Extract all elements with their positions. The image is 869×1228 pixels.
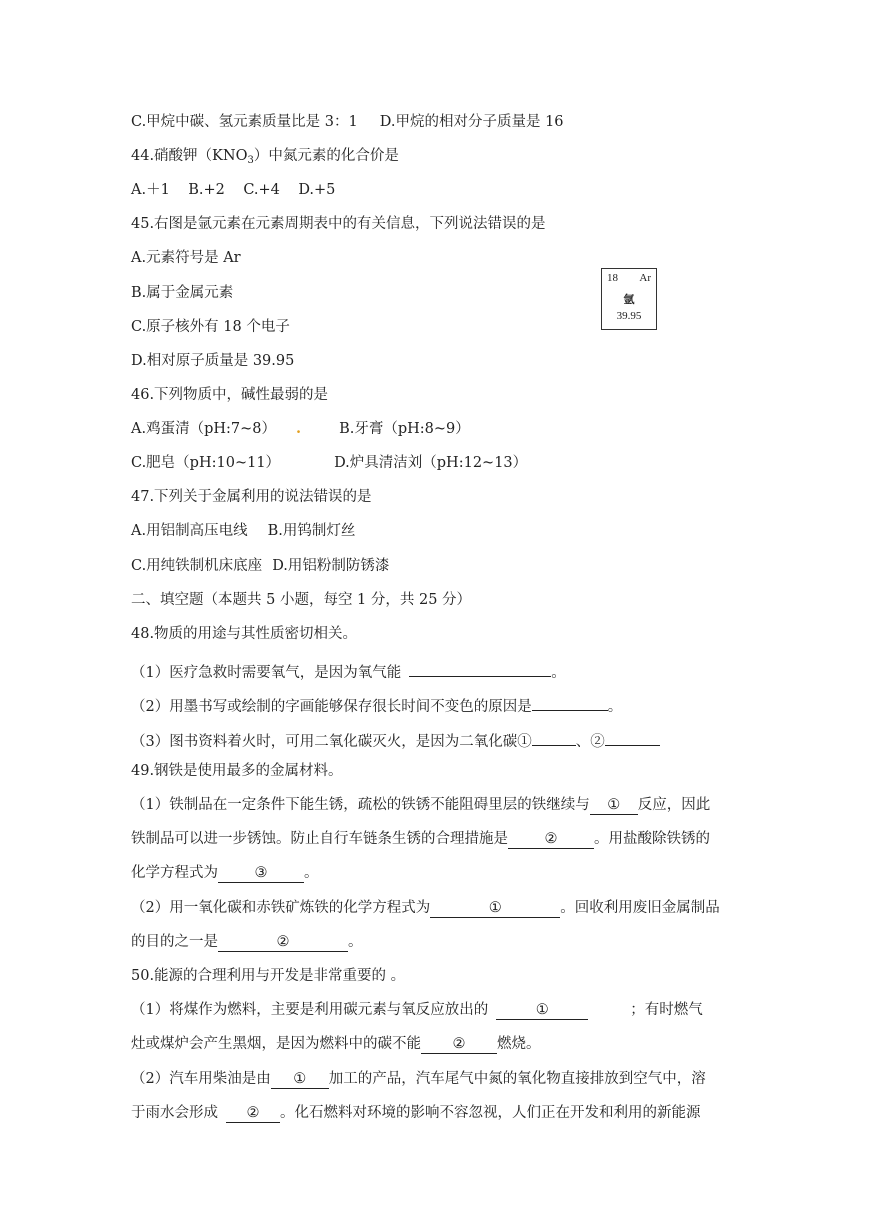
q43-options xyxy=(131,112,564,132)
section-2-title: 二、填空题（本题共 5 小题，每空 1 分，共 25 分） xyxy=(131,592,472,608)
q47-option-a: A.用铝制高压电线 xyxy=(131,523,248,539)
q46-stem: 46.下列物质中，碱性最弱的是 xyxy=(131,387,329,403)
q47-option-c: C.用纯铁制机床底座 xyxy=(131,558,263,574)
answer-blank[interactable]: ① xyxy=(590,796,638,815)
q47-options-row1 xyxy=(131,521,355,541)
q48-stem: 48.物质的用途与其性质密切相关。 xyxy=(131,626,358,642)
q50-stem: 50.能源的合理利用与开发是非常重要的 。 xyxy=(131,968,406,984)
q47-option-b: B.用钨制灯丝 xyxy=(267,523,356,539)
q50-part2-line1: （2）汽车用柴油是由 ① 加工的产品，汽车尾气中氮的氧化物直接排放到空气中，溶 xyxy=(131,1071,706,1087)
answer-blank[interactable]: ③ xyxy=(218,864,304,883)
q49-stem: 49.钢铁是使用最多的金属材料。 xyxy=(131,763,343,779)
q46-option-b: B.牙膏（pH:8~9） xyxy=(339,421,470,437)
q46-option-c: C.肥皂（pH:10~11） xyxy=(131,455,281,471)
q45-option-a: A.元素符号是 Ar xyxy=(131,250,241,266)
q45-option-d: D.相对原子质量是 39.95 xyxy=(131,353,295,369)
q47-option-d: D.用铝粉制防锈漆 xyxy=(272,558,390,574)
answer-blank[interactable] xyxy=(605,727,660,746)
q43-option-d: D.甲烷的相对分子质量是 16 xyxy=(379,114,564,130)
q47-stem: 47.下列关于金属利用的说法错误的是 xyxy=(131,489,372,505)
q50-part1-line1: （1）将煤作为燃料，主要是利用碳元素与氧反应放出的 ① ；有时燃气 xyxy=(131,1002,703,1018)
answer-blank[interactable]: ① xyxy=(271,1070,329,1089)
atomic-mass: 39.95 xyxy=(616,310,642,322)
q47-options-row2 xyxy=(131,556,389,576)
element-name: 氩 xyxy=(623,294,635,306)
q45-option-c: C.原子核外有 18 个电子 xyxy=(131,319,290,335)
q48-part3: （3）图书资料着火时，可用二氧化碳灭火，是因为二氧化碳① 、② xyxy=(131,727,660,752)
element-symbol: Ar xyxy=(639,272,651,284)
answer-blank[interactable]: ② xyxy=(421,1035,497,1054)
stray-dot: . xyxy=(296,420,302,437)
answer-blank[interactable]: ① xyxy=(496,1001,588,1020)
q49-part1-line2: 铁制品可以进一步锈蚀。防止自行车链条生锈的合理措施是 ② 。用盐酸除铁锈的 xyxy=(131,831,710,847)
q49-part2-line1: （2）用一氧化碳和赤铁矿炼铁的化学方程式为 ① 。回收利用废旧金属制品 xyxy=(131,900,720,916)
atomic-number: 18 xyxy=(607,272,618,284)
q50-part2-line2: 于雨水会形成 ② 。化石燃料对环境的影响不容忽视，人们正在开发和利用的新能源 xyxy=(131,1105,701,1121)
answer-blank[interactable] xyxy=(532,727,576,746)
q43-option-c: C.甲烷中碳、氢元素质量比是 3：1 xyxy=(131,114,358,130)
answer-blank[interactable]: ② xyxy=(508,830,594,849)
q46-options-row1 xyxy=(131,419,470,439)
q46-option-a: A.鸡蛋清（pH:7~8） xyxy=(131,421,276,437)
q44-options: A.＋1 B.+2 C.+4 D.+5 xyxy=(131,182,336,198)
q45-option-b: B.属于金属元素 xyxy=(131,285,234,301)
argon-element-card xyxy=(601,268,657,330)
q48-part1: （1）医疗急救时需要氧气，是因为氧气能 。 xyxy=(131,658,566,683)
q49-part2-line2: 的目的之一是 ② 。 xyxy=(131,934,363,950)
q44-stem: 44.硝酸钾$(KNO_3)$中氮元素的化合价是 xyxy=(131,148,399,166)
answer-blank[interactable]: ② xyxy=(226,1104,280,1123)
q46-option-d: D.炉具清洁刘（pH:12~13） xyxy=(334,455,528,471)
answer-blank[interactable]: ② xyxy=(218,933,348,952)
answer-blank[interactable] xyxy=(532,692,608,711)
answer-blank[interactable] xyxy=(409,658,551,677)
q49-part1-line1: （1）铁制品在一定条件下能生锈，疏松的铁锈不能阻碍里层的铁继续与 ① 反应，因此 xyxy=(131,797,711,813)
answer-blank[interactable]: ① xyxy=(430,899,560,918)
q45-stem: 45.右图是氩元素在元素周期表中的有关信息，下列说法错误的是 xyxy=(131,216,546,232)
q50-part1-line2: 灶或煤炉会产生黑烟，是因为燃料中的碳不能 ② 燃烧。 xyxy=(131,1036,541,1052)
q49-part1-line3: 化学方程式为 ③ 。 xyxy=(131,865,319,881)
q48-part2: （2）用墨书写或绘制的字画能够保存很长时间不变色的原因是 。 xyxy=(131,692,622,717)
q46-options-row2 xyxy=(131,453,527,473)
